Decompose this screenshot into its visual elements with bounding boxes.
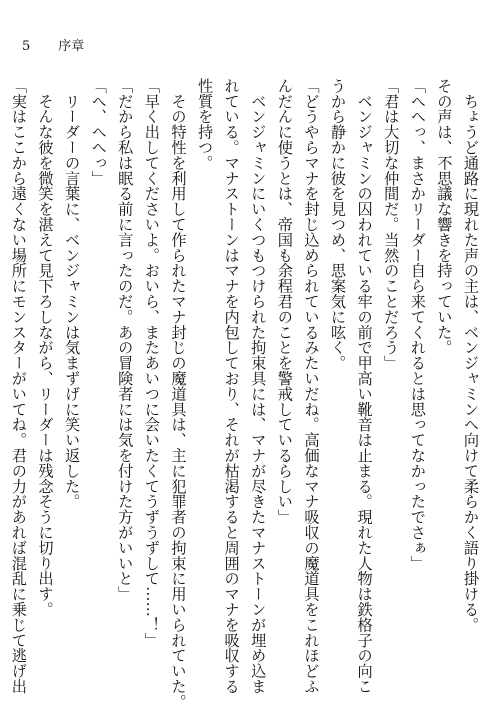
text-line: 「実はここから遠くない場所にモンスターがいてね。君の力があれば混乱に乗じて逃げ出 <box>9 78 28 694</box>
text-line: 「へへっ、まさかリーダー自ら来てくれるとは思ってなかったでさぁ」 <box>408 78 427 571</box>
text-line: んだんに使うとは、帝国も余程君のことを警戒しているらしい」 <box>275 78 294 525</box>
text-line: れている。マナストーンはマナを内包しており、それが枯渇すると周囲のマナを吸収する <box>222 78 241 694</box>
text-line: そんな彼を微笑を湛えて見下ろしながら、リーダーは残念そうに切り出す。 <box>36 78 55 617</box>
body-text <box>9 78 484 709</box>
text-line: 「だから私は眠る前に言ったのだ。あの冒険者には気を付けた方がいいと」 <box>116 78 135 602</box>
text-line: ベンジャミンの囚われている牢の前で甲高い靴音は止まる。現れた人物は鉄格子の向こ <box>355 78 374 694</box>
text-line: リーダーの言葉に、ベンジャミンは気まずげに笑い返した。 <box>63 78 82 510</box>
text-line: 性質を持つ。 <box>196 78 215 171</box>
text-line: 「早く出してくださいよ。おいら、またあいつに会いたくてうずうずして……！」 <box>142 78 161 648</box>
text-line: ベンジャミンにいくつもつけられた拘束具には、マナが尽きたマナストーンが埋め込ま <box>249 78 268 694</box>
text-line: 「へ、へへっ」 <box>89 78 108 186</box>
page-header <box>22 40 84 54</box>
chapter-title: 序章 <box>58 39 85 54</box>
text-line: その特性を利用して作られたマナ封じの魔道具は、主に犯罪者の拘束に用いられていた。 <box>169 78 188 709</box>
text-line: その声は、不思議な響きを持っていた。 <box>435 78 454 356</box>
text-line: うから静かに彼を見つめ、思案気に呟く。 <box>329 78 348 371</box>
page-number: 5 <box>22 39 31 54</box>
text-line: 「どうやらマナを封じ込められているみたいだね。高価なマナ吸収の魔道具をこれほどふ <box>302 78 321 694</box>
text-line: ちょうど通路に現れた声の主は、ベンジャミンへ向けて柔らかく語り掛ける。 <box>462 78 480 633</box>
text-line: 「君は大切な仲間だ。当然のことだろう」 <box>382 78 401 371</box>
